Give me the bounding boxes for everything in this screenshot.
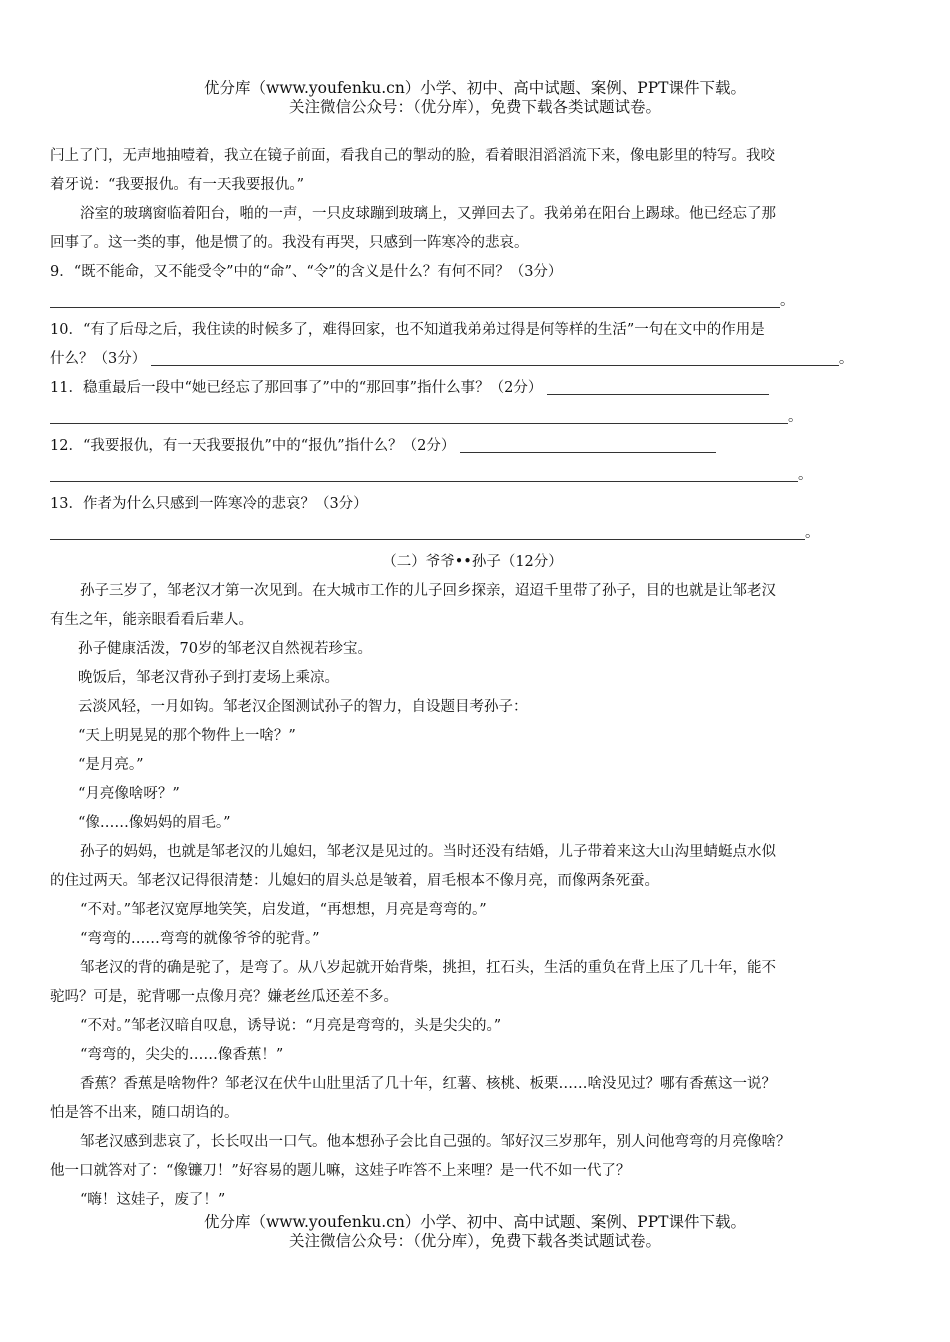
header-line-1: 优分库（www.youfenku.cn）小学、初中、高中试题、案例、PPT课件下载。: [203, 79, 747, 97]
footer-line-1: 优分库（www.youfenku.cn）小学、初中、高中试题、案例、PPT课件下载。: [203, 1213, 747, 1231]
passage-line: 回事了。这一类的事，他是惯了的。我没有再哭，只感到一阵寒冷的悲哀。: [50, 235, 529, 251]
question-11: 11．稳重最后一段中“她已经忘了那回事了”中的“那回事”指什么事？（2分）: [50, 374, 895, 403]
story-line: “不对。”邹老汉暗自叹息，诱导说：“月亮是弯弯的，头是尖尖的。”: [80, 1018, 502, 1034]
header-line-2: 关注微信公众号：（优分库），免费下载各类试题试卷。: [288, 98, 661, 116]
story-line: “像……像妈妈的眉毛。”: [78, 815, 231, 831]
story-line: 孙子三岁了，邹老汉才第一次见到。在大城市工作的儿子回乡探亲，迢迢千里带了孙子，目的也就是让邹老汉: [80, 583, 776, 599]
passage-line: 浴室的玻璃窗临着阳台，啪的一声，一只皮球蹦到玻璃上，又弹回去了。我弟弟在阳台上踢球。他已经忘了那: [80, 206, 776, 222]
story-line: “月亮像啥呀？”: [78, 786, 180, 802]
question-13: 13．作者为什么只感到一阵寒冷的悲哀？（3分）: [50, 496, 368, 512]
story-line: 香蕉？香蕉是啥物件？邹老汉在伏牛山肚里活了几十年，红薯、核桃、板栗……啥没见过？哪有香蕉这一说？: [80, 1076, 776, 1092]
story-line: 晚饭后，邹老汉背孙子到打麦场上乘凉。: [78, 670, 339, 686]
story-line: 驼吗？可是，驼背哪一点像月亮？嫌老丝瓜还差不多。: [50, 989, 398, 1005]
passage-line: 着牙说：“我要报仇。有一天我要报仇。”: [50, 177, 305, 193]
story-line: “是月亮。”: [78, 757, 144, 773]
story-line: 孙子的妈妈，也就是邹老汉的儿媳妇，邹老汉是见过的。当时还没有结婚，儿子带着来这大山沟里蜻蜓点水似: [80, 844, 776, 860]
story-line: 怕是答不出来，随口胡诌的。: [50, 1105, 239, 1121]
answer-blank[interactable]: [50, 465, 798, 482]
story-line: “弯弯的，尖尖的……像香蕉！”: [80, 1047, 284, 1063]
question-10-cont: 什么？（3分） 。: [50, 351, 854, 367]
story-line: 他一口就答对了：“像镰刀！”好容易的题儿嘛，这娃子咋答不上来哩？是一代不如一代了？: [50, 1163, 631, 1179]
document-body: [50, 142, 895, 1215]
page-footer: [0, 1213, 950, 1251]
story-line: 云淡风轻，一月如钩。邹老汉企图测试孙子的智力，自设题目考孙子：: [78, 699, 528, 715]
question-10: 10．“有了后母之后，我住读的时候多了，难得回家，也不知道我弟弟过得是何等样的生活”一句在文中的作用是: [50, 322, 765, 338]
question-9: 9．“既不能命，又不能受令”中的“命”、“令”的含义是什么？有何不同？（3分）: [50, 264, 563, 280]
answer-blank[interactable]: [50, 291, 780, 308]
story-line: 孙子健康活泼，70岁的邹老汉自然视若珍宝。: [78, 641, 372, 657]
story-line: 邹老汉感到悲哀了，长长叹出一口气。他本想孙子会比自己强的。邹好汉三岁那年，别人问他弯弯的月亮像啥？: [80, 1134, 791, 1150]
answer-blank[interactable]: [460, 436, 716, 453]
answer-line-11: 。: [50, 403, 895, 432]
story-line: 有生之年，能亲眼看看后辈人。: [50, 612, 253, 628]
answer-blank[interactable]: [50, 407, 788, 424]
story-line: 邹老汉的背的确是驼了，是弯了。从八岁起就开始背柴，挑担，扛石头，生活的重负在背上压了几十年，能不: [80, 960, 776, 976]
story-line: “嗨！这娃子，废了！”: [80, 1192, 226, 1208]
section-title: （二）爷爷••孙子（12分）: [382, 554, 563, 570]
passage-line: 闩上了门，无声地抽噎着，我立在镜子前面，看我自己的掣动的脸，看着眼泪滔滔流下来，像电影里的特写。我咬: [50, 148, 775, 164]
answer-line-9: 。: [50, 287, 895, 316]
question-12: 12．“我要报仇，有一天我要报仇”中的“报仇”指什么？（2分）: [50, 432, 895, 461]
answer-blank[interactable]: [547, 378, 769, 395]
answer-line-12: 。: [50, 461, 895, 490]
story-line: “天上明晃晃的那个物件上一啥？”: [78, 728, 296, 744]
story-line: “弯弯的……弯弯的就像爷爷的驼背。”: [80, 931, 320, 947]
answer-blank[interactable]: [50, 523, 805, 540]
story-line: “不对。”邹老汉宽厚地笑笑，启发道，“再想想，月亮是弯弯的。”: [80, 902, 487, 918]
answer-line-13: 。: [50, 519, 895, 548]
page-header: [0, 79, 950, 117]
answer-blank[interactable]: [151, 349, 839, 366]
story-line: 的住过两天。邹老汉记得很清楚：儿媳妇的眉头总是皱着，眉毛根本不像月亮，而像两条死蚕。: [50, 873, 659, 889]
footer-line-2: 关注微信公众号：（优分库），免费下载各类试题试卷。: [288, 1232, 661, 1250]
